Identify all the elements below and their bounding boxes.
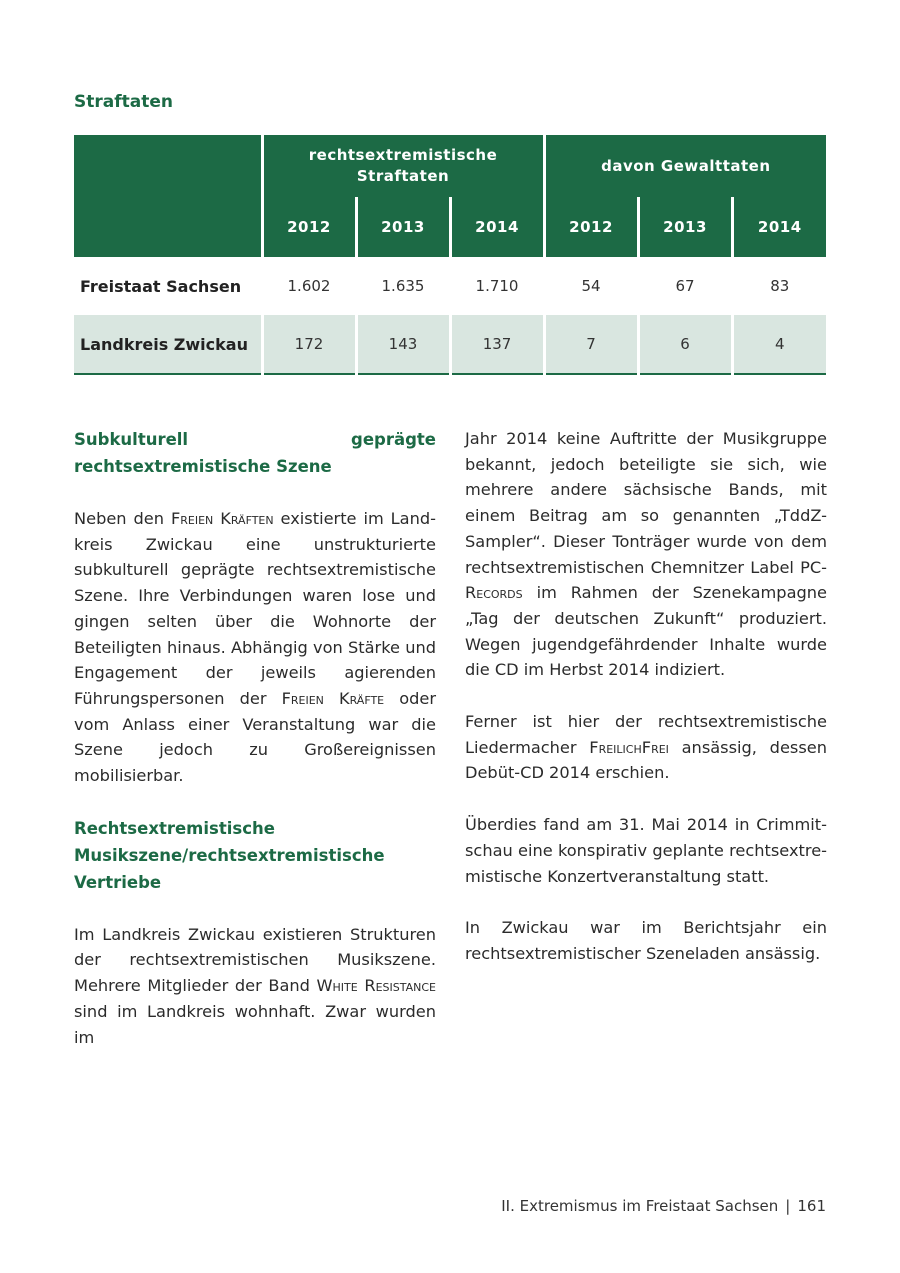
year-header: 2014 [450,197,544,257]
heading-musikszene: Rechtsextremistische Musikszene/rechtsextremistische Vertriebe [74,818,385,892]
footer-separator: | [785,1197,791,1215]
left-column [74,426,436,1076]
year-header: 2012 [544,197,638,257]
table-cell: 67 [638,257,732,315]
year-header: 2013 [356,197,450,257]
term-artist-name: FreilichFrei [589,737,669,757]
paragraph-subkultur [74,506,436,789]
text-span: existierte im Landkreis Zwickau eine unstrukturierte subkulturell geprägte rechtsextremistische Szene. Ihre Verbindungen waren lose und gingen selten über die Wohnorte der Beteiligten hinaus. Abhängig von Stärke und Engagement der jeweils agierenden Führungspersonen der [74,509,436,708]
year-header: 2014 [732,197,826,257]
right-column [465,426,827,993]
paragraph-konzert: Überdies fand am 31. Mai 2014 in Crimmitschau eine konspirativ geplante rechtsextremistische Konzertveranstaltung statt. [465,815,827,886]
row-label: Freistaat Sachsen [80,276,242,296]
table-cell: 4 [732,315,826,374]
table-cell: 1.635 [356,257,450,315]
text-span: Jahr 2014 keine Auftritte der Musikgruppe bekannt, jedoch beteiligte sie sich, wie mehrere andere sächsische Bands, mit einem Beitrag am so genannten „TddZ-Sampler“. Dieser Tonträger wurde von dem rechtsextremistischen Chemnitzer Label PC- [465,429,827,577]
term-freie-kraefte: Freien Kräften [170,509,274,528]
term-freie-kraefte: Freien Kräfte [281,688,385,708]
table-row [74,315,826,374]
group-header-straftaten-line1: rechtsextremistische [308,146,498,164]
paragraph-szeneladen: In Zwickau war im Berichtsjahr ein rechtsextremistischer Szeneladen ansässig. [465,918,827,963]
text-span: Im Landkreis Zwickau existieren Strukturen der rechtsextremistischen Musikszene. Mehrere Mitglieder der Band [74,924,436,996]
table-cell: 7 [544,315,638,374]
table-cell: 1.602 [262,257,356,315]
text-span: ansässig, dessen Debüt-CD 2014 erschien. [465,737,828,783]
term-label-name: Records [465,583,523,603]
text-span: Ferner ist hier der rechtsextremistische Liedermacher [465,712,827,757]
table-cell: 1.710 [450,257,544,315]
page-number: 161 [797,1197,826,1215]
footer-chapter: II. Extremismus im Freistaat Sachsen [501,1197,779,1215]
row-label: Landkreis Zwickau [74,315,262,374]
paragraph-musikszene [74,922,436,1051]
year-header: 2012 [262,197,356,257]
group-header-straftaten-line2: Straftaten [356,167,450,185]
page-footer [501,1197,826,1215]
term-band-name: White Resistance [316,976,436,996]
year-header: 2013 [638,197,732,257]
text-span: Neben den [74,509,171,528]
text-span: sind im Landkreis wohnhaft. Zwar wurden im [74,1001,436,1047]
table-cell: 6 [638,315,732,374]
statistics-table [74,135,826,375]
group-header-straftaten [262,135,544,197]
heading-subkultur: Subkulturell geprägte rechtsextremistische Szene [74,430,436,476]
table-corner-header [74,135,262,257]
group-header-gewalttaten: davon Gewalttaten [544,135,826,197]
table-cell: 143 [356,315,450,374]
table-cell: 137 [450,315,544,374]
table-cell: 172 [262,315,356,374]
paragraph-liedermacher [465,709,827,786]
table-cell: 54 [544,257,638,315]
text-span: oder vom Anlass einer Veranstaltung war die Szene jedoch zu Großereignissen mobilisierbar. [74,688,436,786]
paragraph-sampler [465,426,827,683]
section-title: Straftaten [74,92,173,112]
text-span: im Rahmen der Szenekampagne „Tag der deutschen Zukunft“ produziert. Wegen jugendgefährdender Inhalte wurde die CD im Herbst 2014 indiziert. [465,583,827,680]
table-row [74,257,826,315]
table-cell: 83 [732,257,826,315]
